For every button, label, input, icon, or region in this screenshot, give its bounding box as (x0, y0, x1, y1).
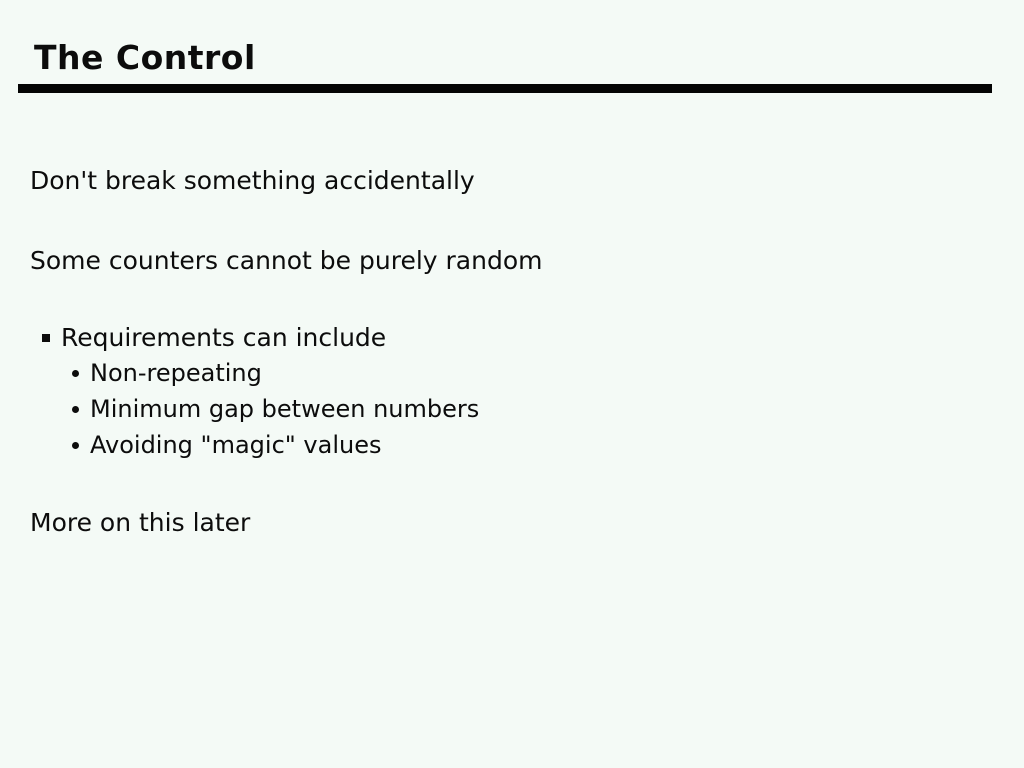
sub-bullet-label: Avoiding "magic" values (90, 431, 382, 459)
dot-bullet-icon (72, 370, 79, 377)
sub-bullet-minimum-gap (72, 394, 479, 424)
sub-bullet-label: Non-repeating (90, 359, 262, 387)
dot-bullet-icon (72, 406, 79, 413)
title-underline-rule (18, 84, 992, 93)
slide-title: The Control (34, 38, 256, 77)
dot-bullet-icon (72, 442, 79, 449)
bullet-item-requirements (42, 322, 386, 353)
paragraph-dont-break: Don't break something accidentally (30, 166, 475, 195)
sub-bullet-label: Minimum gap between numbers (90, 395, 480, 423)
bullet-label: Requirements can include (61, 323, 387, 352)
paragraph-more-later: More on this later (30, 508, 251, 537)
sub-bullet-non-repeating (72, 358, 262, 388)
square-bullet-icon (42, 334, 50, 342)
paragraph-counters-random: Some counters cannot be purely random (30, 246, 543, 275)
sub-bullet-avoiding-magic (72, 430, 382, 460)
